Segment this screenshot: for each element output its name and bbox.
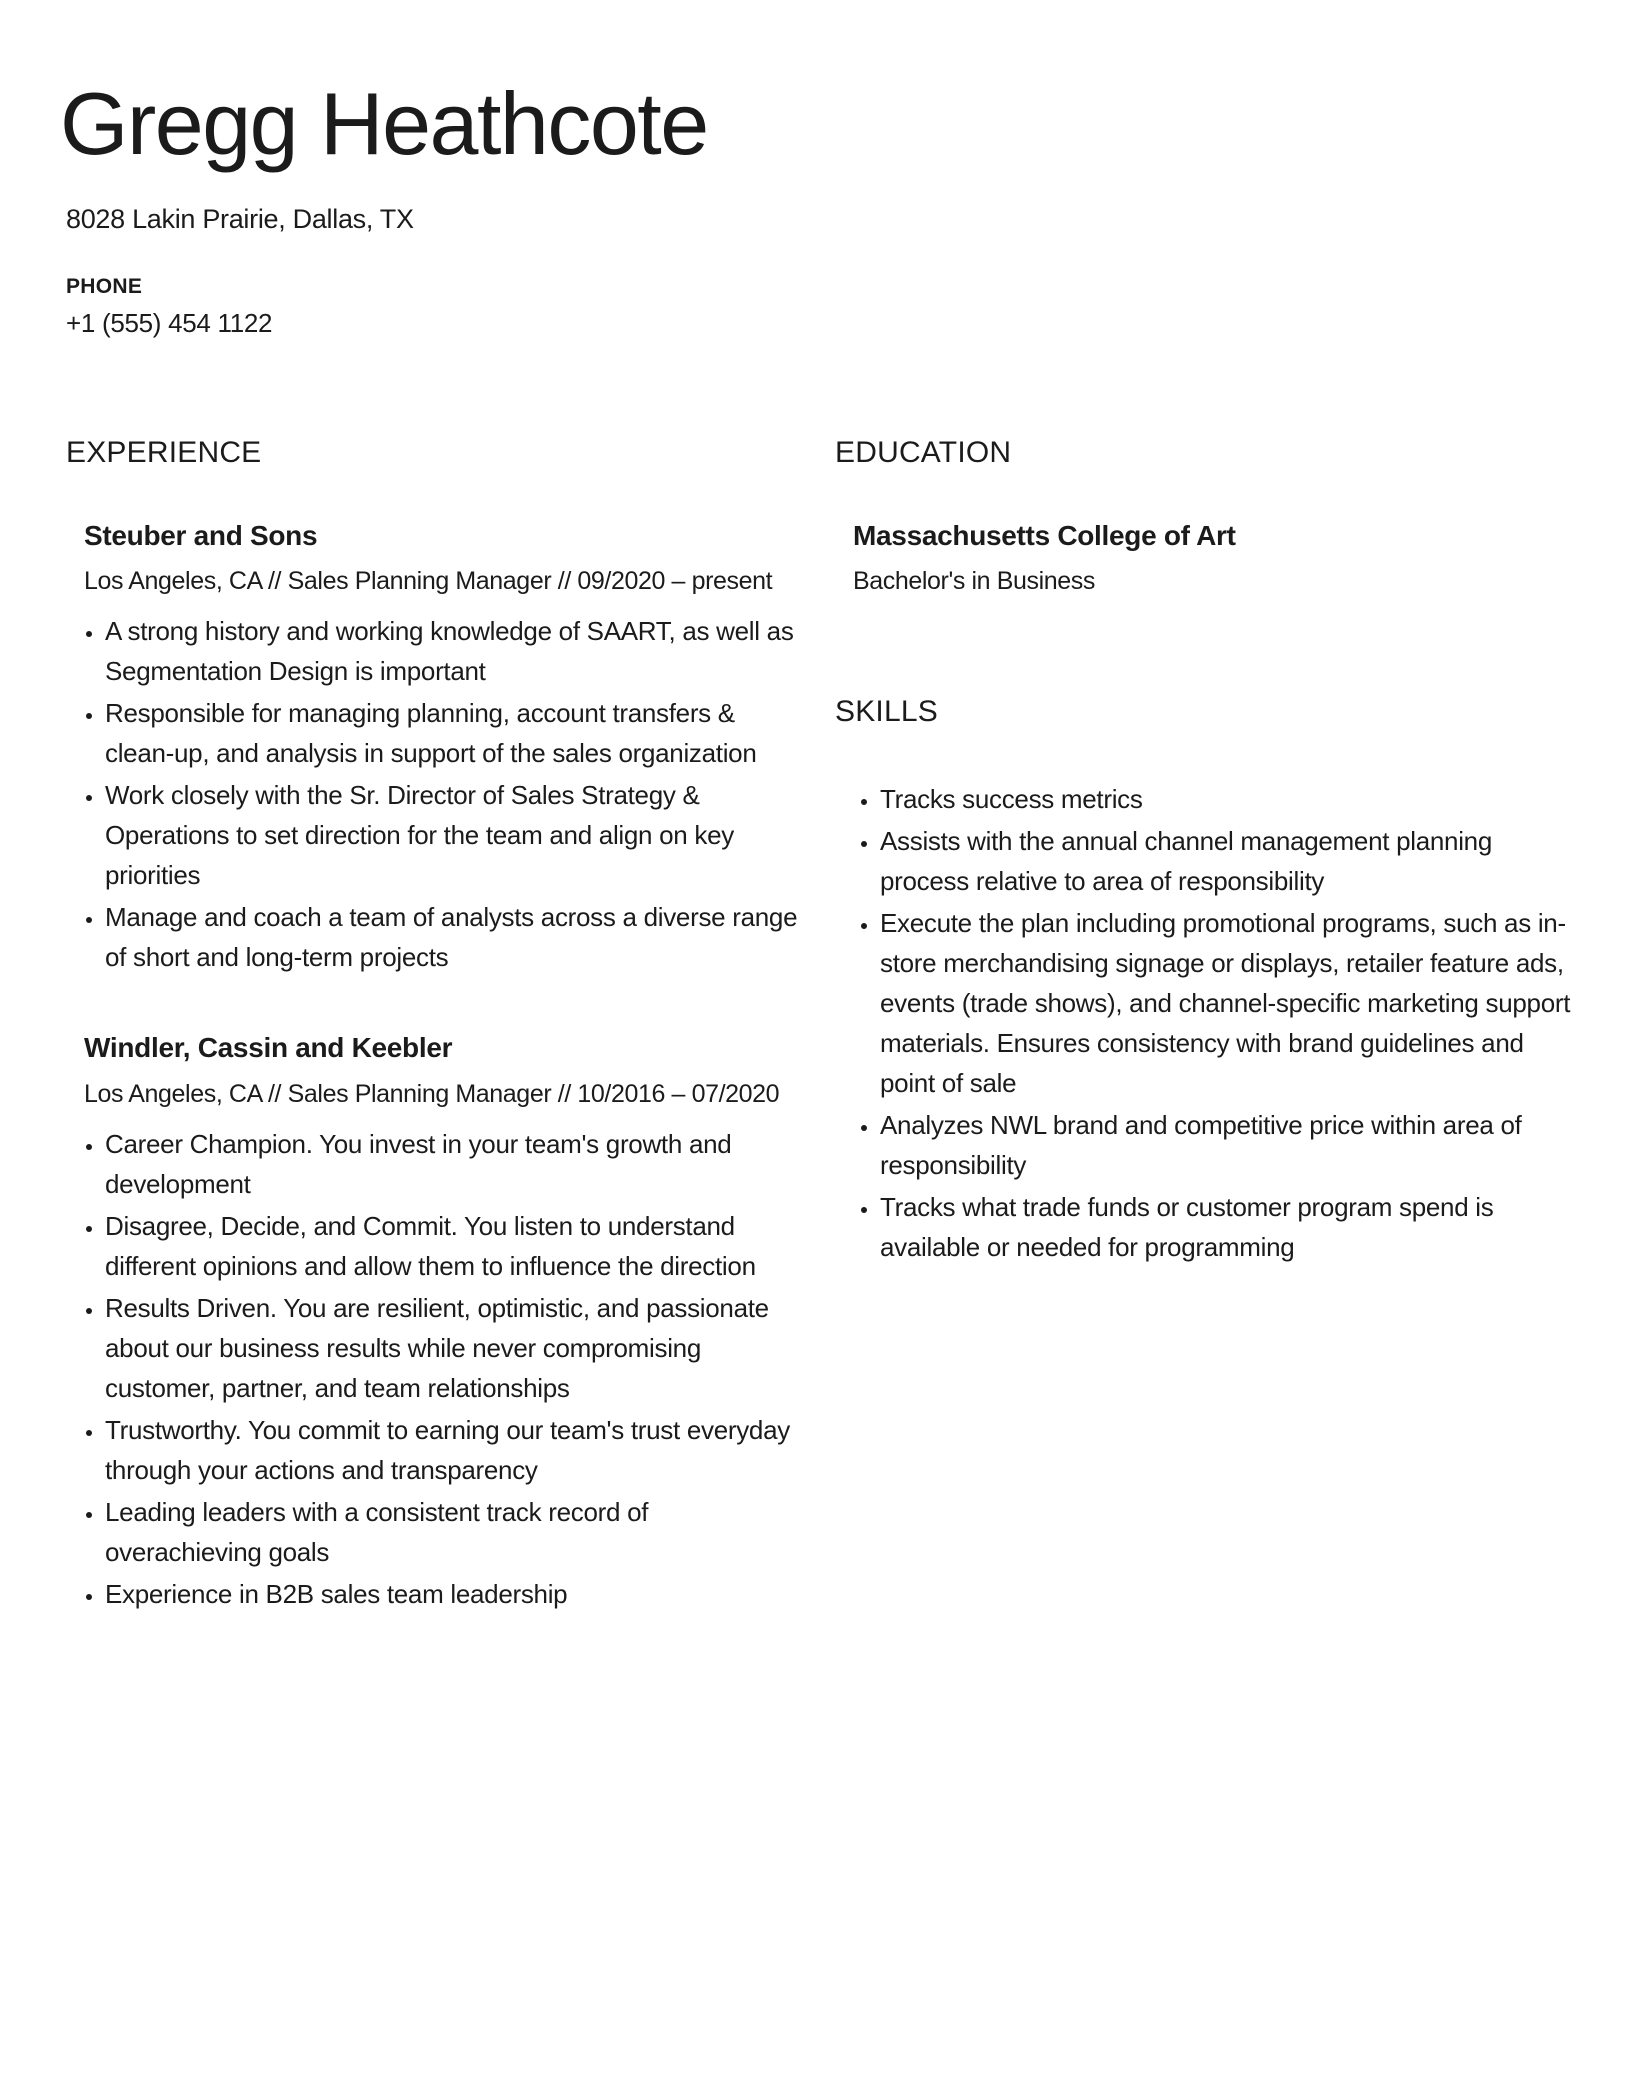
company-name: Steuber and Sons (84, 520, 318, 552)
experience-title: EXPERIENCE (66, 436, 262, 470)
bullet-item: • Assists with the annual channel management planning process relative to area of responsibility (880, 821, 1580, 901)
job-bullets (66, 1124, 800, 1614)
school-name: Massachusetts College of Art (853, 520, 1236, 552)
education-title: EDUCATION (835, 436, 1012, 470)
education-section (835, 438, 1592, 596)
bullet-item: • Work closely with the Sr. Director of Sales Strategy & Operations to set direction for the team and align on key priorities (105, 775, 800, 895)
company-name: Windler, Cassin and Keebler (84, 1032, 453, 1064)
job-entry (66, 1032, 835, 1613)
job-meta: Los Angeles, CA // Sales Planning Manager // 09/2020 – present (84, 567, 773, 596)
bullet-item: • Manage and coach a team of analysts across a diverse range of short and long-term projects (105, 897, 800, 977)
job-meta: Los Angeles, CA // Sales Planning Manager // 10/2016 – 07/2020 (84, 1079, 780, 1108)
skills-bullets (835, 779, 1580, 1267)
experience-section (66, 438, 835, 1613)
bullet-item: • Analyzes NWL brand and competitive price within area of responsibility (880, 1105, 1580, 1185)
bullet-item: • Tracks what trade funds or customer program spend is available or needed for programming (880, 1187, 1580, 1267)
bullet-item: • Experience in B2B sales team leadership (105, 1574, 800, 1614)
bullet-item: • Results Driven. You are resilient, optimistic, and passionate about our business results while never compromising customer, partner, and team relationships (105, 1288, 800, 1408)
bullet-item: • Responsible for managing planning, account transfers & clean-up, and analysis in support of the sales organization (105, 693, 800, 773)
bullet-item: • Leading leaders with a consistent track record of overachieving goals (105, 1492, 800, 1572)
bullet-item: • Career Champion. You invest in your team's growth and development (105, 1124, 800, 1204)
skills-section (835, 697, 1592, 1267)
job-bullets (66, 611, 800, 977)
degree: Bachelor's in Business (853, 567, 1095, 596)
bullet-item: • A strong history and working knowledge of SAART, as well as Segmentation Design is important (105, 611, 800, 691)
header (60, 74, 1592, 339)
phone-label: PHONE (66, 275, 143, 299)
bullet-item: • Trustworthy. You commit to earning our team's trust everyday through your actions and transparency (105, 1410, 800, 1490)
skills-title: SKILLS (835, 695, 938, 729)
address: 8028 Lakin Prairie, Dallas, TX (66, 203, 414, 234)
bullet-item: • Execute the plan including promotional programs, such as in-store merchandising signage or displays, retailer feature ads, events (trade shows), and channel-specific marketing support materials. Ensures consistency with brand guidelines and point of sale (880, 903, 1580, 1103)
content-columns (66, 438, 1592, 1613)
right-column (835, 438, 1592, 1613)
person-name: Gregg Heathcote (60, 74, 708, 173)
phone-number: +1 (555) 454 1122 (66, 308, 273, 339)
bullet-item: • Tracks success metrics (880, 779, 1580, 819)
bullet-item: • Disagree, Decide, and Commit. You listen to understand different opinions and allow them to influence the direction (105, 1206, 800, 1286)
job-entry (66, 520, 835, 977)
